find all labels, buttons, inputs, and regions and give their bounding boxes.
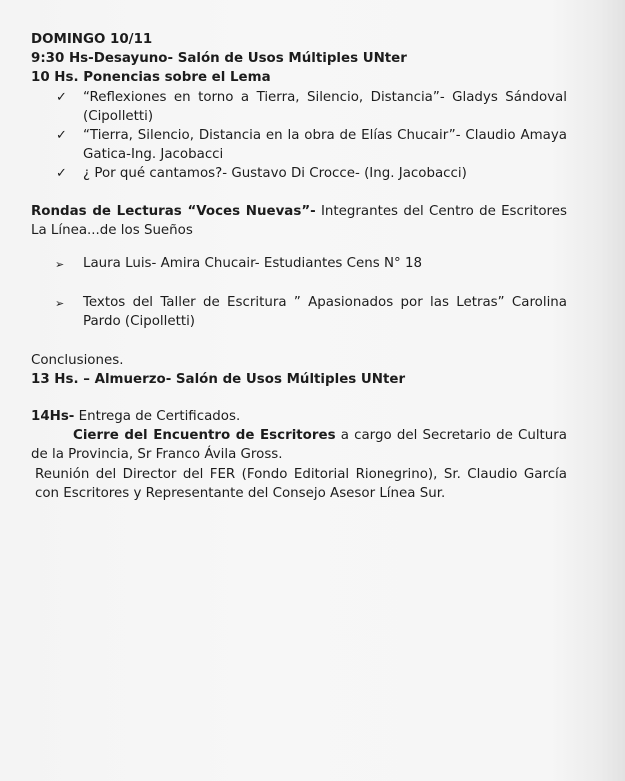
lunch-line: 13 Hs. – Almuerzo- Salón de Usos Múltiples UNter [31,371,406,387]
cierre-title: Cierre del Encuentro de Escritores [73,428,336,444]
conclusions-line: Conclusiones. [31,352,124,368]
list-item [55,293,567,331]
readings-paragraph [31,202,567,240]
list-item [56,126,567,164]
spacer [31,389,567,407]
day-heading: DOMINGO 10/11 [31,32,153,47]
list-item [55,254,567,274]
readings-list [55,254,567,332]
arrow-bullet-icon: ➢ [55,258,65,272]
certificates-line [31,407,567,426]
certificates-text: Entrega de Certificados. [74,409,241,425]
check-icon: ✓ [56,128,67,144]
check-icon: ✓ [56,89,67,105]
talk-text: “Tierra, Silencio, Distancia en la obra de Elías Chucair”- Claudio Amaya Gatica-Ing. Jacobacci [83,128,567,163]
reading-text: Laura Luis- Amira Chucair- Estudiantes Cens N° 18 [83,256,422,272]
certificates-time: 14Hs- [31,409,75,425]
list-item [56,164,567,183]
spacer [31,184,567,202]
talk-text: ¿ Por qué cantamos?- Gustavo Di Crocce- (Ing. Jacobacci) [83,166,467,182]
talk-text: “Reflexiones en torno a Tierra, Silencio, Distancia”- Gladys Sándoval (Cipolletti) [83,89,567,124]
list-item [56,88,567,126]
cierre-rest: a cargo del Secretario de Cultura de la Provincia, Sr Franco Ávila Gross. [31,428,567,463]
talks-list [56,88,567,184]
check-icon: ✓ [56,166,67,182]
meeting-paragraph: Reunión del Director del FER (Fondo Editorial Rionegrino), Sr. Claudio García con Escritores y Representante del Consejo Asesor Línea Sur. [35,466,567,501]
arrow-bullet-icon: ➢ [55,297,65,311]
readings-desc: Integrantes del Centro de Escritores La Línea...de los Sueños [31,203,567,238]
reading-text: Textos del Taller de Escritura ” Apasionados por las Letras” Carolina Pardo (Cipolletti) [83,295,567,330]
breakfast-line: 9:30 Hs-Desayuno- Salón de Usos Múltiples UNter [31,51,407,67]
closing-paragraph [31,426,567,464]
readings-title: Rondas de Lecturas “Voces Nuevas”- [31,203,316,219]
talks-heading: 10 Hs. Ponencias sobre el Lema [31,70,271,86]
